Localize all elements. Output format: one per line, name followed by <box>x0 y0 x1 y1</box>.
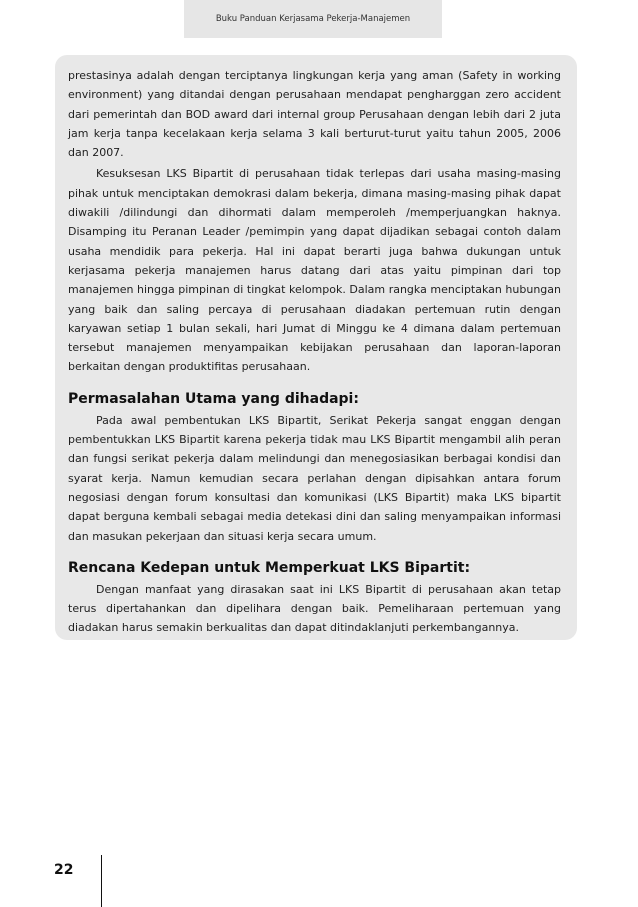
paragraph-success: Kesuksesan LKS Bipartit di perusahaan tidak terlepas dari usaha masing-masing pihak untuk menciptakan demokrasi dalam bekerja, dimana masing-masing pihak dapat diwakili /dilindungi dan dihormati dalam memperoleh /memperjuangkan haknya. Disamping itu Peranan Leader /pemimpin yang dapat dijadikan sebagai contoh dalam usaha mendidik para pekerja. Hal ini dapat berarti juga bahwa dukungan untuk kerjasama pekerja manajemen harus datang dari atas yaitu pimpinan dari top manajemen hingga pimpinan di tingkat kelompok. Dalam rangka menciptakan hubungan yang baik dan saling percaya di perusahaan diadakan pertemuan rutin dengan karyawan setiap 1 bulan sekali, hari Jumat di Minggu ke 4 dimana dalam pertemuan tersebut manajemen menyampaikan kebijakan perusahaan dan laporan-laporan berkaitan dengan produktifitas perusahaan. <box>68 167 561 374</box>
paragraph-intro: prestasinya adalah dengan terciptanya lingkungan kerja yang aman (Safety in working environment) yang ditandai dengan perusahaan mendapat pengharggan zero accident dari pemerintah dan BOD award dari internal group Perusahaan dengan lebih dari 2 juta jam kerja tanpa kecelakaan kerja selama 3 kali berturut-turut yaitu tahun 2005, 2006 dan 2007. <box>68 69 561 160</box>
running-header-title: Buku Panduan Kerjasama Pekerja-Manajemen <box>215 14 411 24</box>
paragraph-problems: Pada awal pembentukan LKS Bipartit, Serikat Pekerja sangat enggan dengan pembentukkan LKS Bipartit karena pekerja tidak mau LKS Bipartit mengambil alih peran dan fungsi serikat pekerja dalam melindungi dan menegosiasikan berbagai kondisi dan syarat kerja. Namun kemudian secara perlahan dengan dipisahkan antara forum negosiasi dengan forum konsultasi dan komunikasi (LKS Bipartit) maka LKS bipartit dapat berguna kembali sebagai media detekasi dini dan saling menyampaikan informasi dan masukan pekerjaan dan situasi kerja secara umum. <box>68 413 561 543</box>
content-panel <box>55 55 577 640</box>
paragraph-plans: Dengan manfaat yang dirasakan saat ini LKS Bipartit di perusahaan akan tetap terus dipertahankan dan dipelihara dengan baik. Pemeliharaan pertemuan yang diadakan harus semakin berkualitas dan dapat ditindaklanjuti perkembangannya. <box>68 582 561 635</box>
running-header <box>184 0 442 38</box>
section-heading-plans: Rencana Kedepan untuk Memperkuat LKS Bipartit: <box>68 559 471 576</box>
page-number-divider <box>101 855 102 907</box>
section-heading-problems: Permasalahan Utama yang dihadapi: <box>68 390 359 407</box>
page-number: 22 <box>54 862 74 878</box>
